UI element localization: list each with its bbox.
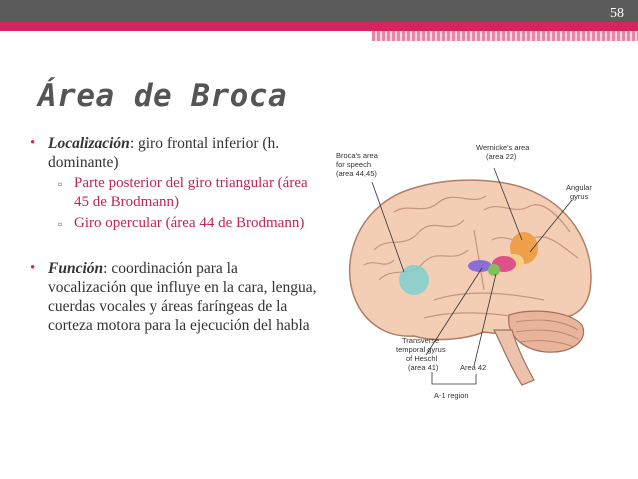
bullet-localizacion xyxy=(28,134,318,172)
term-funcion: Función xyxy=(48,260,104,277)
accent-bar xyxy=(0,22,638,31)
accent-bar-pattern xyxy=(372,31,638,41)
slide-body xyxy=(28,134,318,335)
bullet-dot: • xyxy=(30,135,36,151)
label-transverse-2: temporal gyrus xyxy=(396,345,446,354)
label-transverse-3: of Heschl xyxy=(406,354,438,363)
text-funcion: : coordinación para la vocalización que influye en la cara, lengua, cuerdas vocales y áreas faríngeas de la corteza motora para la ejecución del habla xyxy=(48,260,317,334)
sub-bullet-marker: ▫ xyxy=(58,177,63,191)
heschl-region xyxy=(488,264,500,276)
sub-bullet-marker: ▫ xyxy=(58,217,63,231)
brain-figure xyxy=(334,140,596,408)
label-a1-region: A-1 region xyxy=(434,391,469,400)
label-transverse-1: Transverse xyxy=(402,336,440,345)
label-wernicke-1: Wernicke's area xyxy=(476,143,530,152)
label-broca-2: for speech xyxy=(336,160,372,169)
sub-item-triangular xyxy=(28,174,318,212)
label-angular-2: gyrus xyxy=(570,192,589,201)
label-transverse-4: (area 41) xyxy=(408,363,439,372)
sub-item-text: Parte posterior del giro triangular (área 45 de Brodmann) xyxy=(74,175,308,210)
label-broca-3: (area 44,45) xyxy=(336,169,377,178)
term-localizacion: Localización xyxy=(48,135,130,152)
bullet-dot: • xyxy=(30,260,36,276)
label-broca-1: Broca's area xyxy=(336,151,378,160)
slide-number: 58 xyxy=(610,6,624,21)
text-localizacion: : giro frontal inferior (h. dominante) xyxy=(48,135,280,171)
sub-item-text: Giro opercular (área 44 de Brodmann) xyxy=(74,215,305,231)
slide-title: Área de Broca xyxy=(38,78,288,114)
label-angular-1: Angular xyxy=(566,183,592,192)
label-area42: Area 42 xyxy=(460,363,487,372)
bullet-funcion xyxy=(28,259,318,335)
top-bar xyxy=(0,0,638,22)
label-wernicke-2: (area 22) xyxy=(486,152,517,161)
sub-item-opercular xyxy=(28,214,318,233)
